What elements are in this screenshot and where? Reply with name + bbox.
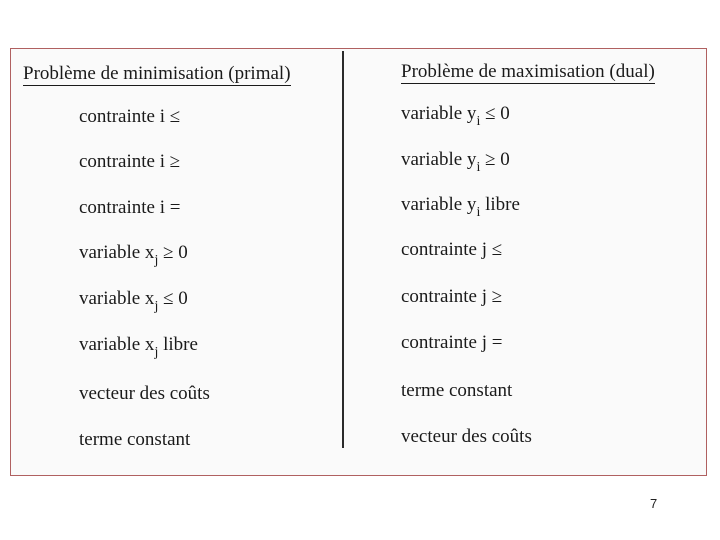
duality-table-image [10, 48, 707, 476]
primal-row-3: contrainte i = [79, 197, 181, 218]
primal-title: Problème de minimisation (primal) [23, 63, 291, 84]
dual-row-8: vecteur des coûts [401, 426, 532, 447]
dual-row-4: contrainte j ≤ [401, 239, 503, 260]
dual-row-1: variable $y_i \le 0$ [401, 103, 510, 129]
dual-title: Problème de maximisation (dual) [401, 61, 655, 82]
page-number: 7 [650, 496, 658, 511]
dual-row-3: variable $y_i$ libre [401, 194, 520, 220]
primal-row-2: contrainte i ≥ [79, 151, 181, 172]
dual-row-6: contrainte j = [401, 332, 503, 353]
dual-row-5: contrainte j ≥ [401, 286, 503, 307]
primal-row-7: vecteur des coûts [79, 383, 210, 404]
primal-row-4: variable $x_j \ge 0$ [79, 242, 188, 268]
dual-row-2: variable $y_i \ge 0$ [401, 149, 510, 175]
primal-row-5: variable $x_j \le 0$ [79, 288, 188, 314]
primal-row-1: contrainte i ≤ [79, 106, 181, 127]
primal-row-6: variable $x_j$ libre [79, 334, 198, 360]
primal-row-8: terme constant [79, 429, 191, 450]
dual-row-7: terme constant [401, 380, 513, 401]
column-divider [342, 51, 344, 448]
